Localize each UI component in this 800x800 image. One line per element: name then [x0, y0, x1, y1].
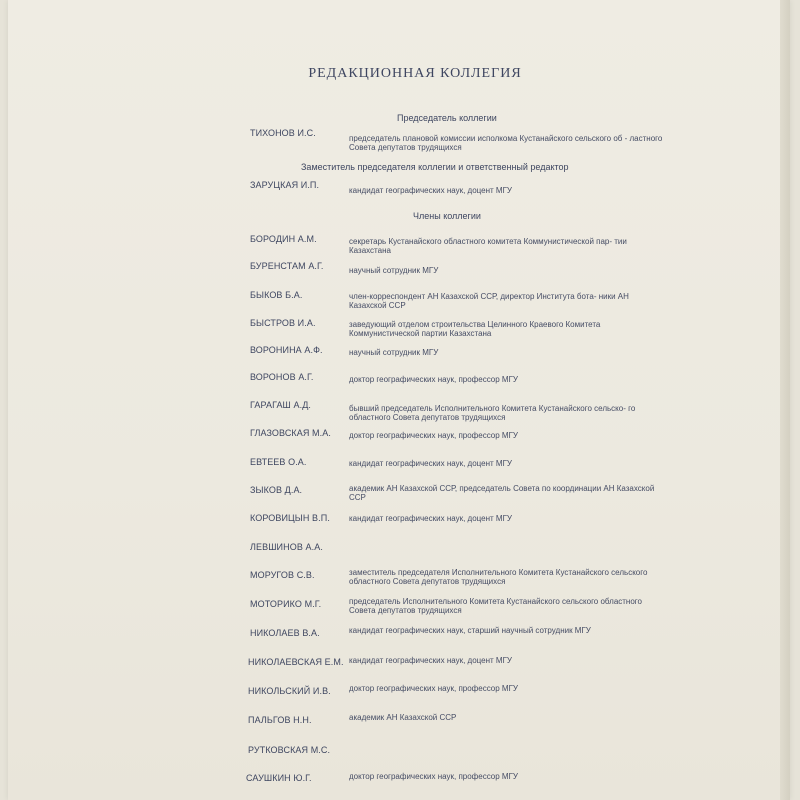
person-name: БЫКОВ Б.А. — [250, 290, 303, 300]
person-description: заведующий отделом строительства Целинного Краевого Комитета Коммунистической партии Казахстана — [349, 320, 601, 338]
person-name: ТИХОНОВ И.С. — [250, 128, 316, 138]
person-row — [0, 542, 800, 566]
person-row — [0, 715, 800, 739]
person-row — [0, 234, 800, 258]
person-row — [0, 428, 800, 452]
person-description: кандидат географических наук, старший научный сотрудник МГУ — [349, 626, 591, 635]
person-description: кандидат географических наук, доцент МГУ — [349, 656, 512, 665]
section-heading-members: Члены коллегии — [413, 211, 481, 221]
person-name: ПАЛЬГОВ Н.Н. — [248, 715, 312, 725]
person-row — [0, 180, 800, 204]
person-row — [0, 657, 800, 681]
person-name: ЕВТЕЕВ О.А. — [250, 457, 307, 467]
section-heading-deputy: Заместитель председателя коллегии и ответственный редактор — [301, 162, 569, 172]
person-description: кандидат географических наук, доцент МГУ — [349, 514, 512, 523]
person-description: доктор географических наук, профессор МГУ — [349, 684, 518, 693]
person-description: доктор географических наук, профессор МГУ — [349, 772, 518, 781]
person-description: член-корреспондент АН Казахской ССР, директор Института бота- ники АН Казахской ССР — [349, 292, 629, 310]
person-name: ВОРОНОВ А.Г. — [250, 372, 314, 382]
page-title-text: РЕДАКЦИОННАЯ КОЛЛЕГИЯ — [308, 66, 522, 81]
person-row — [0, 457, 800, 481]
person-description: председатель плановой комиссии исполкома Кустанайского сельского об - ластного Совета депутатов трудящихся — [349, 134, 663, 152]
person-row — [0, 628, 800, 652]
person-name: НИКОЛЬСКИЙ И.В. — [248, 686, 331, 696]
person-name: ГЛАЗОВСКАЯ М.А. — [250, 428, 331, 438]
person-description: секретарь Кустанайского областного комитета Коммунистической пар- тии Казахстана — [349, 237, 627, 255]
person-row — [0, 686, 800, 710]
person-row — [0, 372, 800, 396]
person-name: МОРУГОВ С.В. — [250, 570, 315, 580]
person-description: научный сотрудник МГУ — [349, 266, 439, 275]
person-description: заместитель председателя Исполнительного Комитета Кустанайского сельского областного Совета депутатов трудящихся — [349, 568, 648, 586]
person-name: ЗЫКОВ Д.А. — [250, 485, 303, 495]
person-row — [0, 128, 800, 152]
person-name: РУТКОВСКАЯ М.С. — [248, 745, 331, 755]
person-name: ЛЕВШИНОВ А.А. — [250, 542, 323, 552]
person-row — [0, 773, 800, 797]
person-description: председатель Исполнительного Комитета Кустанайского сельского областного Совета депутатов трудящихся — [349, 597, 642, 615]
person-name: НИКОЛАЕВ В.А. — [250, 628, 320, 638]
person-name: ЗАРУЦКАЯ И.П. — [250, 180, 320, 190]
person-row — [0, 318, 800, 342]
person-description: кандидат географических наук, доцент МГУ — [349, 459, 512, 468]
person-row — [0, 745, 800, 769]
person-row — [0, 345, 800, 369]
person-description: бывший председатель Исполнительного Комитета Кустанайского сельско- го областного Совета депутатов трудящихся — [349, 404, 636, 422]
person-name: ГАРАГАШ А.Д. — [250, 400, 312, 410]
page-title — [0, 66, 800, 82]
person-name: БУРЕНСТАМ А.Г. — [250, 261, 324, 271]
person-description: кандидат географических наук, доцент МГУ — [349, 186, 512, 195]
person-description: доктор географических наук, профессор МГУ — [349, 431, 518, 440]
person-name: БОРОДИН А.М. — [250, 234, 317, 244]
person-name: САУШКИН Ю.Г. — [246, 773, 312, 783]
person-name: КОРОВИЦЫН В.П. — [250, 513, 330, 523]
person-row — [0, 261, 800, 285]
person-row — [0, 513, 800, 537]
person-description: академик АН Казахской ССР, председатель Совета по координации АН Казахской ССР — [349, 484, 655, 502]
person-name: МОТОРИКО М.Г. — [250, 599, 322, 609]
section-heading-chairman: Председатель коллегии — [397, 113, 497, 123]
person-row — [0, 570, 800, 594]
person-description: академик АН Казахской ССР — [349, 713, 457, 722]
person-row — [0, 290, 800, 314]
person-name: НИКОЛАЕВСКАЯ Е.М. — [248, 657, 344, 667]
person-name: БЫСТРОВ И.А. — [250, 318, 316, 328]
person-row — [0, 485, 800, 509]
person-description: научный сотрудник МГУ — [349, 348, 439, 357]
person-name: ВОРОНИНА А.Ф. — [250, 345, 323, 355]
person-description: доктор географических наук, профессор МГУ — [349, 375, 518, 384]
person-row — [0, 400, 800, 424]
person-row — [0, 599, 800, 623]
